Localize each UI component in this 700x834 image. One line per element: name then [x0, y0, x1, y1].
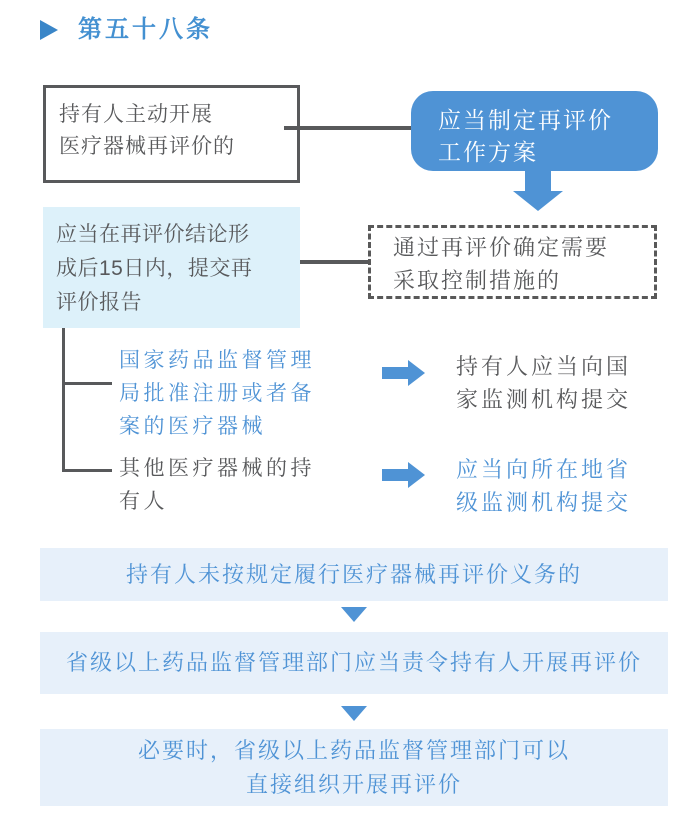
title-bullet-triangle-icon	[40, 20, 58, 40]
initiator-box	[43, 85, 300, 183]
initiator-box-line: 医疗器械再评价的	[59, 135, 235, 158]
report-box-line: 应当在再评价结论形	[56, 223, 250, 246]
penalty-flow-bar-3: 必要时，省级以上药品监督管理部门可以 直接组织开展再评价	[40, 729, 668, 806]
branch-nmpa-result-label: 持有人应当向国 家监测机构提交	[456, 354, 632, 412]
arrow-down-icon	[513, 191, 563, 211]
branch-other-result-label: 应当向所在地省 级监测机构提交	[456, 457, 632, 515]
tree-branch-line	[62, 469, 112, 472]
arrow-down-icon	[525, 170, 551, 192]
report-box-line: 成后15日内，提交再	[56, 257, 253, 280]
tree-vertical-line	[62, 328, 65, 472]
plan-bubble	[411, 91, 658, 171]
report-box-line: 评价报告	[56, 291, 142, 314]
control-measures-dashed-box	[368, 225, 657, 299]
connector-line	[300, 260, 368, 264]
arrow-right-icon	[408, 462, 425, 488]
penalty-flow-bar-1: 持有人未按规定履行医疗器械再评价义务的	[40, 548, 668, 601]
plan-bubble-line: 应当制定再评价	[438, 107, 613, 133]
penalty-flow-bar-2: 省级以上药品监督管理部门应当责令持有人开展再评价	[40, 632, 668, 694]
branch-other-devices-label: 其他医疗器械的持 有人	[119, 457, 315, 513]
article-title: 第五十八条	[78, 16, 213, 43]
report-box	[43, 207, 300, 328]
connector-line	[284, 126, 411, 130]
arrow-right-icon	[408, 360, 425, 386]
arrow-right-icon	[382, 367, 409, 379]
arrow-right-icon	[382, 469, 409, 481]
plan-bubble-line: 工作方案	[438, 139, 538, 165]
triangle-down-icon	[341, 607, 367, 622]
tree-branch-line	[62, 382, 112, 385]
dashed-box-line: 通过再评价确定需要	[393, 235, 610, 260]
branch-nmpa-devices-label: 国家药品监督管理 局批准注册或者备 案的医疗器械	[119, 349, 315, 438]
dashed-box-line: 采取控制措施的	[393, 268, 562, 293]
triangle-down-icon	[341, 706, 367, 721]
initiator-box-line: 持有人主动开展	[59, 103, 213, 126]
